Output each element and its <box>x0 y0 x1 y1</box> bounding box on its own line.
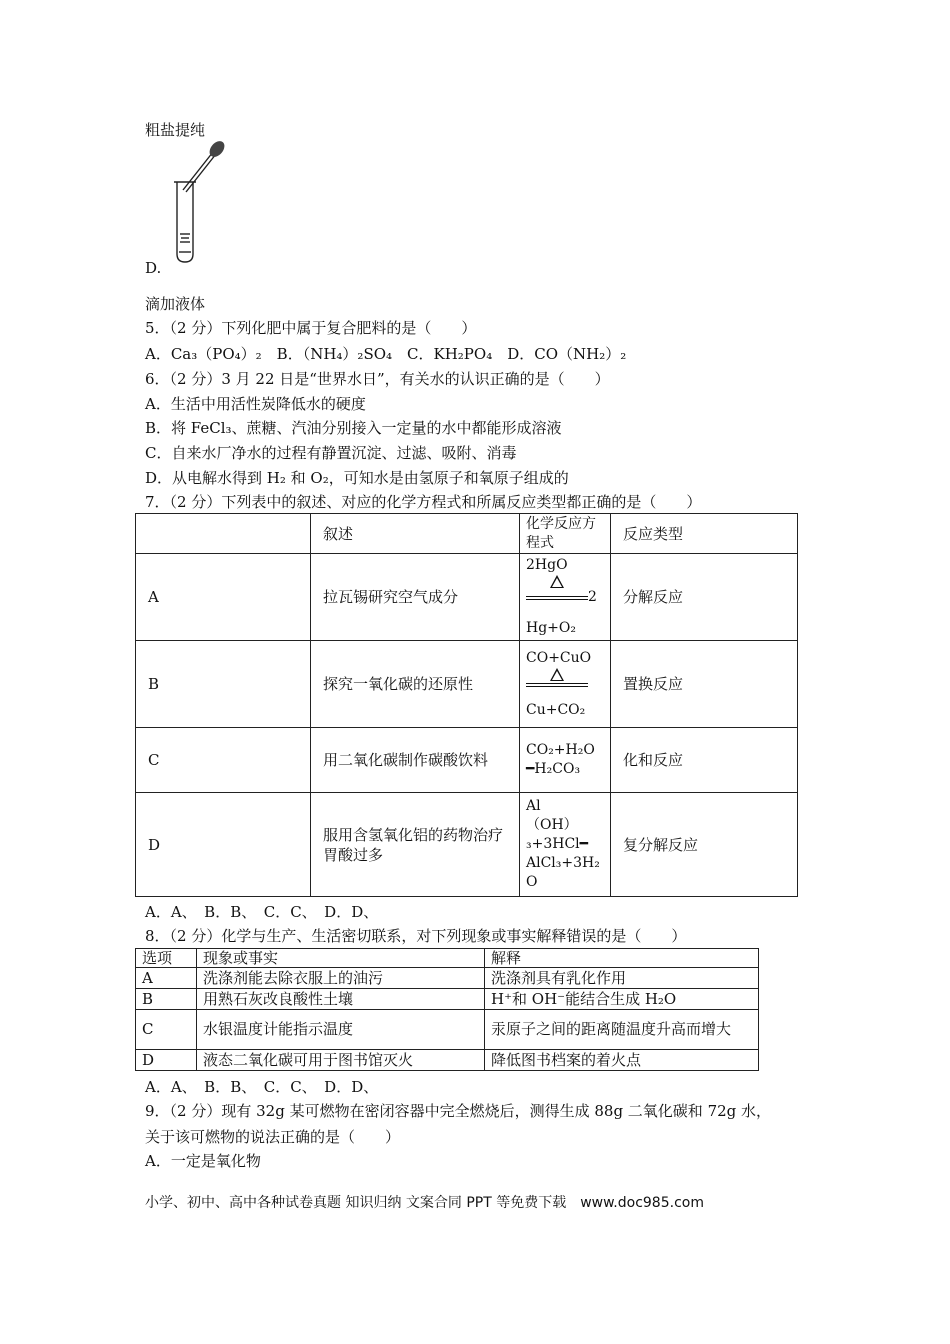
option-cell: A <box>136 554 311 641</box>
q7-table <box>135 513 798 897</box>
equation-line: AlCl₃+3H₂ <box>526 855 600 871</box>
reaction-type-cell: 置换反应 <box>611 641 798 728</box>
equation-line: O <box>526 874 538 890</box>
footer-text: 小学、初中、高中各种试卷真题 知识归纳 文案合同 PPT 等免费下载 www.doc985.com <box>145 1195 704 1211</box>
option-cell: D <box>136 1050 197 1071</box>
q6-stem: 6．（2 分）3 月 22 日是“世界水日”，有关水的认识正确的是（ ） <box>145 370 610 388</box>
reaction-type-cell: 分解反应 <box>611 554 798 641</box>
equation-bar-row <box>526 588 604 607</box>
table-row <box>136 1050 759 1071</box>
equation-line: （OH） <box>526 817 578 833</box>
equation-cell <box>520 728 611 793</box>
q5-options: A．Ca₃（PO₄）₂ B．（NH₄）₂SO₄ C．KH₂PO₄ D．CO（NH₂）₂ <box>145 345 627 363</box>
description-cell: 拉瓦锡研究空气成分 <box>311 554 520 641</box>
fact-cell: 液态二氧化碳可用于图书馆灭火 <box>197 1050 485 1071</box>
q7-stem: 7．（2 分）下列表中的叙述、对应的化学方程式和所属反应类型都正确的是（ ） <box>145 493 702 511</box>
equation-cell <box>520 554 611 641</box>
fact-cell: 洗涤剂能去除衣服上的油污 <box>197 968 485 989</box>
q9-stem-line2: 关于该可燃物的说法正确的是（ ） <box>145 1128 401 1146</box>
explanation-cell: H⁺和 OH⁻能结合生成 H₂O <box>485 989 759 1010</box>
equation-product: Cu+CO₂ <box>526 701 586 718</box>
option-cell: C <box>136 1010 197 1050</box>
q6-option-b: B．将 FeCl₃、蔗糖、汽油分别接入一定量的水中都能形成溶液 <box>145 419 562 437</box>
equation-line: Al <box>526 798 541 814</box>
header-cell: 反应类型 <box>611 514 798 554</box>
explanation-cell: 洗涤剂具有乳化作用 <box>485 968 759 989</box>
fact-cell: 用熟石灰改良酸性土壤 <box>197 989 485 1010</box>
table-row <box>136 968 759 989</box>
option-cell: D <box>136 793 311 897</box>
q9-option-a: A．一定是氧化物 <box>145 1152 261 1170</box>
option-d-label: D. <box>145 259 162 277</box>
equation-line: ₃+3HCl━ <box>526 836 589 852</box>
option-cell: A <box>136 968 197 989</box>
table-row <box>136 793 798 897</box>
equals-bar <box>526 596 588 600</box>
reaction-type-cell: 复分解反应 <box>611 793 798 897</box>
table-row <box>136 989 759 1010</box>
header-cell: 选项 <box>136 949 197 968</box>
equation-cell <box>520 793 611 897</box>
q6-option-a: A．生活中用活性炭降低水的硬度 <box>145 395 366 413</box>
option-cell: B <box>136 641 311 728</box>
equation-bar-row <box>526 681 604 689</box>
q5-stem: 5．（2 分）下列化肥中属于复合肥料的是（ ） <box>145 319 477 337</box>
table-row <box>136 1010 759 1050</box>
fact-cell: 水银温度计能指示温度 <box>197 1010 485 1050</box>
caption-salt-purification: 粗盐提纯 <box>145 121 206 139</box>
explanation-cell: 降低图书档案的着火点 <box>485 1050 759 1071</box>
q8-table <box>135 948 759 1071</box>
equation-reactant: CO+CuO <box>526 649 592 666</box>
table-header-row <box>136 514 798 554</box>
table-row <box>136 728 798 793</box>
q8-answer-options: A．A、 B．B、 C．C、 D．D、 <box>145 1078 379 1096</box>
header-cell: 化学反应方程式 <box>520 514 611 554</box>
equation-line: ━H₂CO₃ <box>526 761 581 777</box>
header-cell: 解释 <box>485 949 759 968</box>
table-row <box>136 554 798 641</box>
q8-stem: 8．（2 分）化学与生产、生活密切联系，对下列现象或事实解释错误的是（ ） <box>145 927 687 945</box>
explanation-cell: 汞原子之间的距离随温度升高而增大 <box>485 1010 759 1050</box>
heat-triangle-icon <box>550 575 564 588</box>
header-cell <box>136 514 311 554</box>
q6-option-c: C．自来水厂净水的过程有静置沉淀、过滤、吸附、消毒 <box>145 444 517 462</box>
q7-answer-options: A．A、 B．B、 C．C、 D．D、 <box>145 903 379 921</box>
table-row <box>136 641 798 728</box>
reaction-type-cell: 化和反应 <box>611 728 798 793</box>
description-cell: 用二氧化碳制作碳酸饮料 <box>311 728 520 793</box>
description-cell: 服用含氢氧化铝的药物治疗胃酸过多 <box>311 793 520 897</box>
equation-cell <box>520 641 611 728</box>
equation-coefficient: 2 <box>588 589 597 605</box>
option-cell: C <box>136 728 311 793</box>
q9-stem-line1: 9．（2 分）现有 32g 某可燃物在密闭容器中完全燃烧后，测得生成 88g 二氧化碳和 72g 水， <box>145 1102 772 1120</box>
option-cell: B <box>136 989 197 1010</box>
equation-line: CO₂+H₂O <box>526 742 595 758</box>
header-cell: 现象或事实 <box>197 949 485 968</box>
heat-triangle-icon <box>550 668 564 681</box>
header-cell: 叙述 <box>311 514 520 554</box>
dropper-test-tube-illustration <box>165 138 227 266</box>
equals-bar <box>526 683 588 687</box>
equation-product: Hg+O₂ <box>526 620 576 636</box>
table-header-row <box>136 949 759 968</box>
q6-option-d: D．从电解水得到 H₂ 和 O₂，可知水是由氢原子和氧原子组成的 <box>145 469 569 487</box>
equation-reactant: 2HgO <box>526 557 568 573</box>
caption-add-liquid: 滴加液体 <box>145 295 206 313</box>
description-cell: 探究一氧化碳的还原性 <box>311 641 520 728</box>
